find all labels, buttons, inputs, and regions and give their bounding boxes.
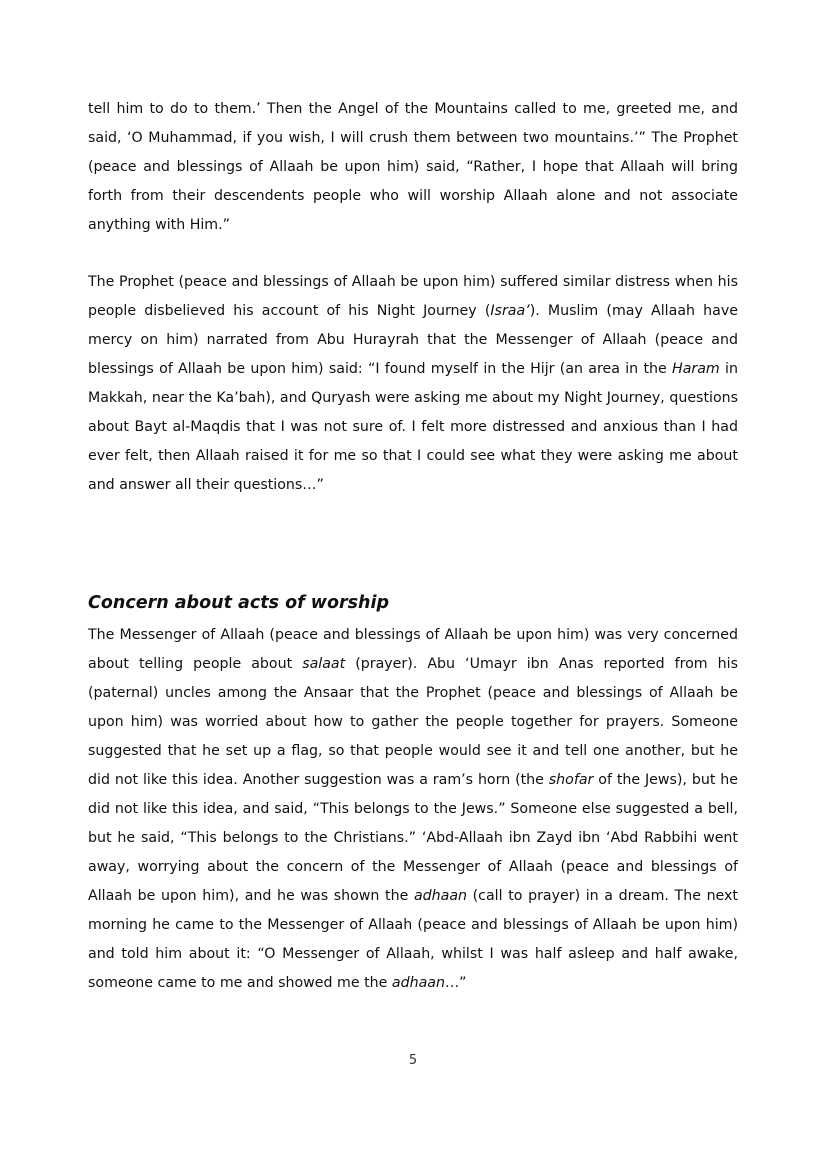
italic-term-haram: Haram: [672, 361, 720, 377]
paragraph-angel-of-mountains: [88, 95, 738, 240]
paragraph-text: tell him to do to them.’ Then the Angel of the Mountains called to me, greeted me, and said, ‘O Muhammad, if you wish, I will crush them between two mountains.’” The Prophet (peace and blessings of Allaah be upon him) said, “Rather, I hope that Allaah will bring forth from their descendents people who will worship Allaah alone and not associate anything with Him.”: [88, 101, 738, 233]
section-heading: Concern about acts of worship: [88, 593, 390, 613]
paragraph-text: ). Muslim (may Allaah have mercy on him) narrated from Abu Hurayrah that the Messenger of Allaah (peace and blessings of Allaah be upon him) said: “I found myself in the Hijr (an area in the: [88, 303, 738, 377]
paragraph-text: (call to prayer) in a dream. The next morning he came to the Messenger of Allaah (peace and blessings of Allaah be upon him) and told him about it: “O Messenger of Allaah, whilst I was half asleep and half awake, someone came to me and showed me the: [88, 888, 738, 991]
paragraph-night-journey: [88, 268, 738, 500]
italic-term-adhaan: adhaan: [413, 888, 468, 904]
italic-term-shofar: shofar: [548, 772, 594, 788]
paragraph-text: of the Jews), but he did not like this idea, and said, “This belongs to the Jews.” Someone else suggested a bell, but he said, “This belongs to the Christians.” ‘Abd-Allaah ibn Zayd ibn ‘Abd Rabbihi went away, worrying about the concern of the Messenger of Allaah (peace and blessings of Allaah be upon him), and he was shown the: [88, 772, 738, 904]
italic-term-adhaan: adhaan: [391, 975, 445, 991]
paragraph-concern-worship: [88, 621, 738, 998]
paragraph-text: The Prophet (peace and blessings of Allaah be upon him) suffered similar distress when his people disbelieved his account of his Night Journey (: [88, 274, 738, 319]
paragraph-text: (prayer). Abu ‘Umayr ibn Anas reported from his (paternal) uncles among the Ansaar that the Prophet (peace and blessings of Allaah be upon him) was worried about how to gather the people together for prayers. Someone suggested that he set up a flag, so that people would see it and tell one another, but he did not like this idea. Another suggestion was a ram’s horn (the: [88, 656, 738, 788]
paragraph-text: in Makkah, near the Ka’bah), and Quryash were asking me about my Night Journey, questions about Bayt al-Maqdis that I was not sure of. I felt more distressed and anxious than I had ever felt, then Allaah raised it for me so that I could see what they were asking me about and answer all their questions…”: [88, 361, 739, 493]
paragraph-text: The Messenger of Allaah (peace and blessings of Allaah be upon him) was very concerned about telling people about: [88, 627, 738, 672]
italic-term-israa: Israa’: [490, 303, 530, 319]
italic-term-salaat: salaat: [302, 656, 346, 672]
page-number: 5: [408, 1053, 418, 1068]
paragraph-text: …”: [444, 975, 467, 991]
